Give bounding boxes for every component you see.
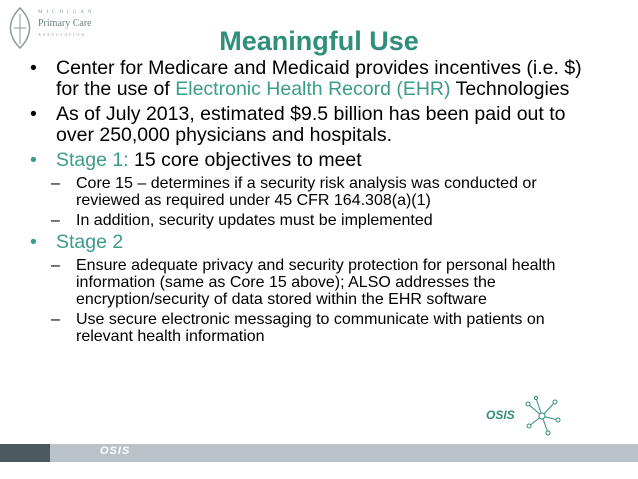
bullet-marker: • xyxy=(30,57,37,79)
sub-bullet-item xyxy=(28,212,588,229)
sub-bullet-item xyxy=(28,257,588,308)
bullet-text: As of July 2013, estimated $9.5 billion has been paid out to over 250,000 physicians and hospitals. xyxy=(56,103,566,146)
bullet-text-post: Technologies xyxy=(450,78,570,100)
bullet-text-post: 15 core objectives to meet xyxy=(128,149,362,171)
bullet-highlight: Stage 1: xyxy=(56,149,129,171)
sub-bullet-marker: – xyxy=(51,175,60,192)
bullet-highlight: Electronic Health Record (EHR) xyxy=(175,78,451,100)
bullet-marker: • xyxy=(30,149,37,171)
footer-accent xyxy=(0,444,50,462)
slide-title: Meaningful Use xyxy=(219,26,419,56)
sub-bullet-text: Use secure electronic messaging to communicate with patients on relevant health information xyxy=(76,311,545,345)
sub-bullet-item xyxy=(28,311,588,345)
osis-logo-text: OSIS xyxy=(486,408,515,422)
bullet-text: Center for Medicare and Medicaid provides incentives (i.e. $) for the use of xyxy=(56,57,582,100)
logo-line-1: MICHIGAN xyxy=(38,10,96,15)
bullet-item xyxy=(28,58,588,100)
sub-bullet-marker: – xyxy=(51,311,60,328)
footer-bar xyxy=(0,444,638,462)
bullet-marker: • xyxy=(30,103,37,125)
sub-bullet-item xyxy=(28,175,588,209)
bullet-highlight: Stage 2 xyxy=(56,231,124,253)
sub-bullet-text: Core 15 – determines if a security risk analysis was conducted or reviewed as required under 45 CFR 164.308(a)(1) xyxy=(76,175,537,209)
network-icon xyxy=(522,396,562,436)
bullet-item xyxy=(28,232,588,253)
logo-line-3: ASSOCIATION xyxy=(38,32,87,37)
logo-line-2: Primary Care xyxy=(38,18,92,29)
sub-bullet-text: In addition, security updates must be implemented xyxy=(76,212,433,229)
footer-osis-text: OSIS xyxy=(100,445,131,457)
slide-content xyxy=(28,58,588,348)
sub-bullet-text: Ensure adequate privacy and security protection for personal health information (same as Core 15 above); ALSO addresses the encryption/security of data stored within the EHR software xyxy=(76,257,556,308)
bullet-item xyxy=(28,104,588,146)
sub-bullet-marker: – xyxy=(51,212,60,229)
osis-logo xyxy=(480,396,562,436)
sub-bullet-marker: – xyxy=(51,257,60,274)
bullet-item xyxy=(28,150,588,171)
bullet-marker: • xyxy=(30,231,37,253)
